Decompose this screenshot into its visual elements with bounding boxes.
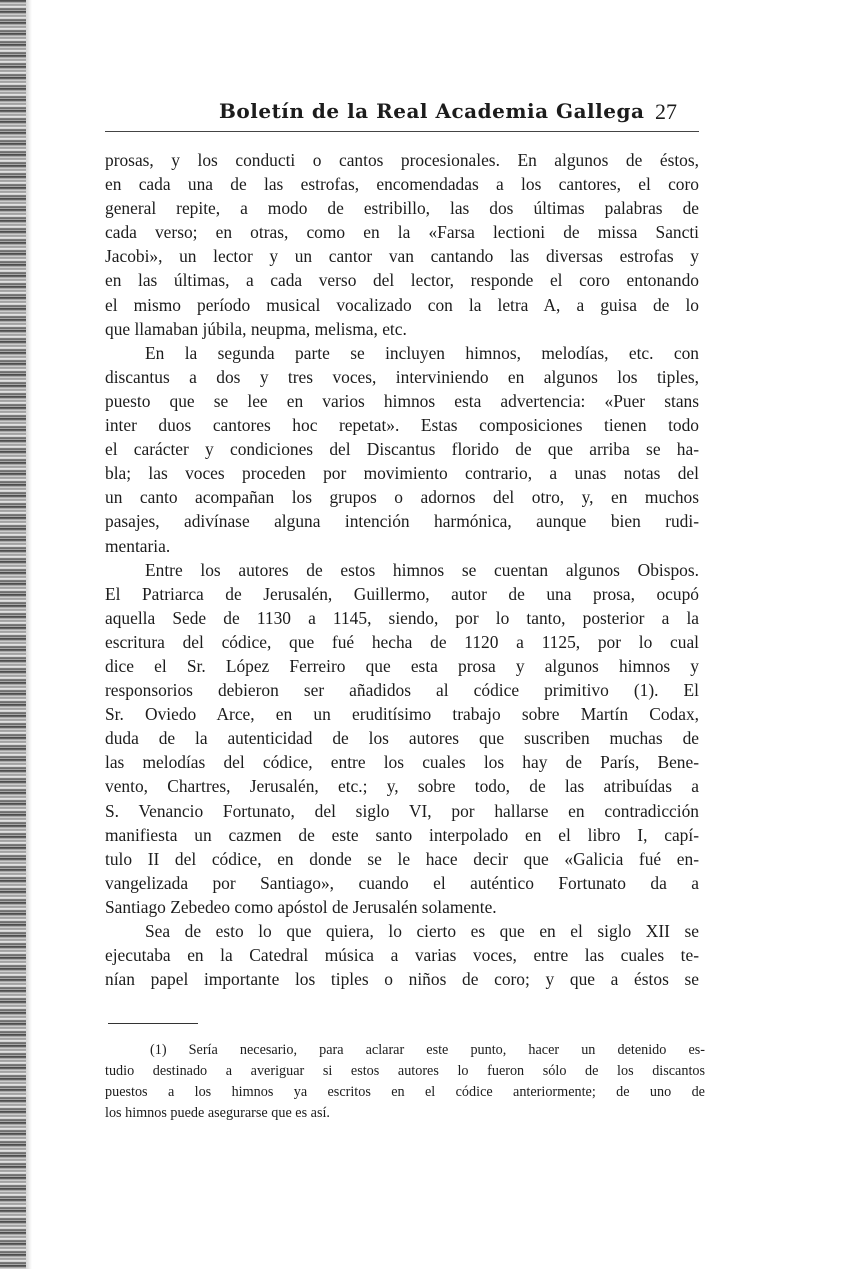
text-line: responsorios debieron ser añadidos al códice primitivo (1). El <box>105 680 699 701</box>
text-line: S. Venancio Fortunato, del siglo VI, por hallarse en contradicción <box>105 800 699 821</box>
text-line: duda de la autenticidad de los autores que suscriben muchas de <box>105 728 699 749</box>
text-line: las melodías del códice, entre los cuales los hay de París, Bene- <box>105 752 699 773</box>
text-line: escritura del códice, que fué hecha de 1120 a 1125, por lo cual <box>105 631 699 652</box>
footnote-line: puestos a los himnos ya escritos en el códice anteriormente; de uno de <box>105 1084 705 1100</box>
text-line: puesto que se lee en varios himnos esta advertencia: «Puer stans <box>105 390 699 411</box>
text-line: Jacobi», un lector y un cantor van cantando las diversas estrofas y <box>105 246 699 267</box>
footnotes <box>105 1040 705 1124</box>
running-header <box>105 97 699 132</box>
text-line: discantus a dos y tres voces, interviniendo en algunos los tiples, <box>105 366 699 387</box>
text-line: bla; las voces proceden por movimiento contrario, a unas notas del <box>105 463 699 484</box>
text-line: general repite, a modo de estribillo, las dos últimas palabras de <box>105 198 699 219</box>
footnote-rule <box>108 1023 198 1024</box>
text-line: en las últimas, a cada verso del lector, responde el coro entonando <box>105 270 699 291</box>
text-line: el mismo período musical vocalizado con la letra A, a guisa de lo <box>105 294 699 315</box>
text-line: nían papel importante los tiples o niños de coro; y que a éstos se <box>105 969 699 990</box>
text-line: mentaria. <box>105 535 171 556</box>
text-line: que llamaban júbila, neupma, melisma, etc. <box>105 318 407 339</box>
footnote-line: los himnos puede asegurarse que es así. <box>105 1105 330 1121</box>
body-text <box>105 148 699 991</box>
text-line: Sr. Oviedo Arce, en un eruditísimo trabajo sobre Martín Codax, <box>105 704 699 725</box>
text-line: El Patriarca de Jerusalén, Guillermo, autor de una prosa, ocupó <box>105 583 699 604</box>
text-line: en cada una de las estrofas, encomendadas a los cantores, el coro <box>105 174 699 195</box>
text-line: En la segunda parte se incluyen himnos, melodías, etc. con <box>145 342 699 363</box>
text-line: ejecutaba en la Catedral música a varias voces, entre las cuales te- <box>105 945 699 966</box>
text-line: Entre los autores de estos himnos se cuentan algunos Obispos. <box>145 559 699 580</box>
page-number: 27 <box>655 99 677 124</box>
text-line: inter duos cantores hoc repetat». Estas composiciones tienen todo <box>105 415 699 436</box>
running-title: Boletín de la Real Academia Gallega <box>219 99 645 123</box>
footnote-line: (1) Sería necesario, para aclarar este punto, hacer un detenido es- <box>150 1042 705 1058</box>
text-line: vangelizada por Santiago», cuando el auténtico Fortunato da a <box>105 872 699 893</box>
text-line: pasajes, adivínase alguna intención harmónica, aunque bien rudi- <box>105 511 699 532</box>
text-line: el carácter y condiciones del Discantus florido de que arriba se ha- <box>105 439 699 460</box>
text-line: aquella Sede de 1130 a 1145, siendo, por lo tanto, posterior a la <box>105 607 699 628</box>
text-line: vento, Chartres, Jerusalén, etc.; y, sobre todo, de las atribuídas a <box>105 776 699 797</box>
text-line: manifiesta un cazmen de este santo interpolado en el libro I, capí- <box>105 824 699 845</box>
binding-edge <box>0 0 26 1269</box>
footnote-line: tudio destinado a averiguar si estos autores lo fueron sólo de los discantos <box>105 1063 705 1079</box>
text-line: cada verso; en otras, como en la «Farsa lectioni de missa Sancti <box>105 222 699 243</box>
text-line: prosas, y los conducti o cantos procesionales. En algunos de éstos, <box>105 150 699 170</box>
text-line: Santiago Zebedeo como apóstol de Jerusalén solamente. <box>105 896 497 917</box>
text-line: dice el Sr. López Ferreiro que esta prosa y algunos himnos y <box>105 655 699 676</box>
text-line: Sea de esto lo que quiera, lo cierto es que en el siglo XII se <box>145 921 699 941</box>
text-line: tulo II del códice, en donde se le hace decir que «Galicia fué en- <box>105 848 699 869</box>
text-line: un canto acompañan los grupos o adornos del otro, y, en muchos <box>105 487 699 508</box>
